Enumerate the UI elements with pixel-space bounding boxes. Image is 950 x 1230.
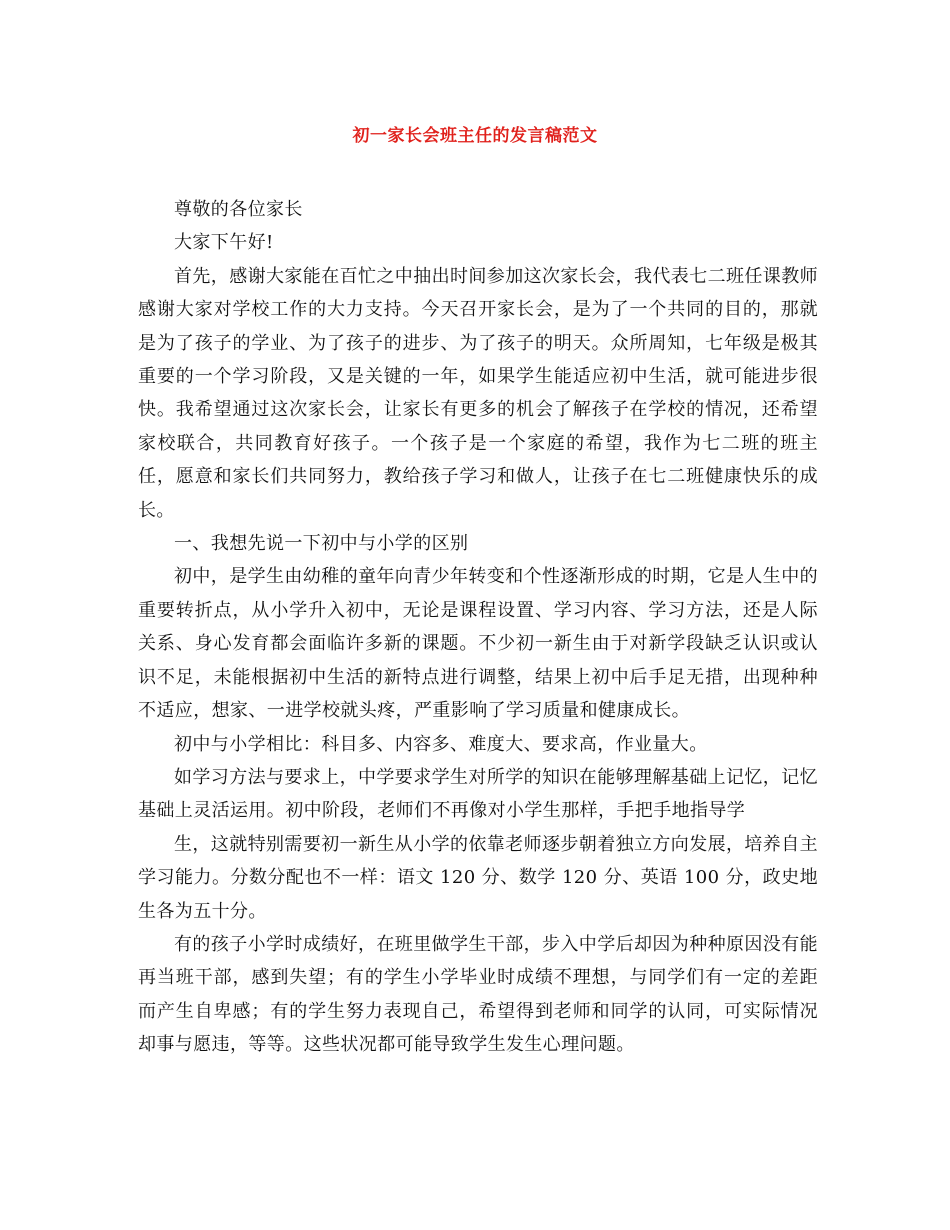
- paragraph-comparison: 初中与小学相比：科目多、内容多、难度大、要求高，作业量大。: [174, 733, 708, 755]
- paragraph-intro: 首先，感谢大家能在百忙之中抽出时间参加这次家长会，我代表七二班任课教师感谢大家对学校工作的大力支持。今天召开家长会，是为了一个共同的目的，那就是为了孩子的学业、为了孩子的进步、为了孩子的明天。众所周知，七年级是极其重要的一个学习阶段，又是关键的一年，如果学生能适应初中生活，就可能进步很快。我希望通过这次家长会，让家长有更多的机会了解孩子在学校的情况，还希望家校联合，共同教育好孩子。一个孩子是一个家庭的希望，我作为七二班的班主任，愿意和家长们共同努力，教给孩子学习和做人，让孩子在七二班健康快乐的成长。: [138, 265, 818, 521]
- salutation: 尊敬的各位家长: [174, 199, 303, 220]
- greeting: 大家下午好!: [174, 232, 274, 254]
- paragraph-transition: 初中，是学生由幼稚的童年向青少年转变和个性逐渐形成的时期，它是人生中的重要转折点，从小学升入初中，无论是课程设置、学习内容、学习方法，还是人际关系、身心发育都会面临许多新的课题。不少初一新生由于对新学段缺乏认识或认识不足，未能根据初中生活的新特点进行调整，结果上初中后手足无措，出现种种不适应，想家、一进学校就头疼，严重影响了学习质量和健康成长。: [138, 566, 818, 722]
- document-body: [138, 193, 818, 1062]
- paragraph-independence: 生，这就特别需要初一新生从小学的依靠老师逐步朝着独立方向发展，培养自主学习能力。分数分配也不一样：语文 120 分、数学 120 分、英语 100 分，政史地生各为五十分。: [138, 833, 818, 922]
- document-title: 初一家长会班主任的发言稿范文: [352, 126, 598, 146]
- paragraph-study-methods: 如学习方法与要求上，中学要求学生对所学的知识在能够理解基础上记忆，记忆基础上灵活运用。初中阶段，老师们不再像对小学生那样，手把手地指导学: [138, 766, 818, 822]
- paragraph-psychology: 有的孩子小学时成绩好，在班里做学生干部，步入中学后却因为种种原因没有能再当班干部，感到失望；有的学生小学毕业时成绩不理想，与同学们有一定的差距而产生自卑感；有的学生努力表现自己，希望得到老师和同学的认同，可实际情况却事与愿违，等等。这些状况都可能导致学生发生心理问题。: [138, 933, 818, 1056]
- section-heading-1: 一、我想先说一下初中与小学的区别: [174, 533, 469, 555]
